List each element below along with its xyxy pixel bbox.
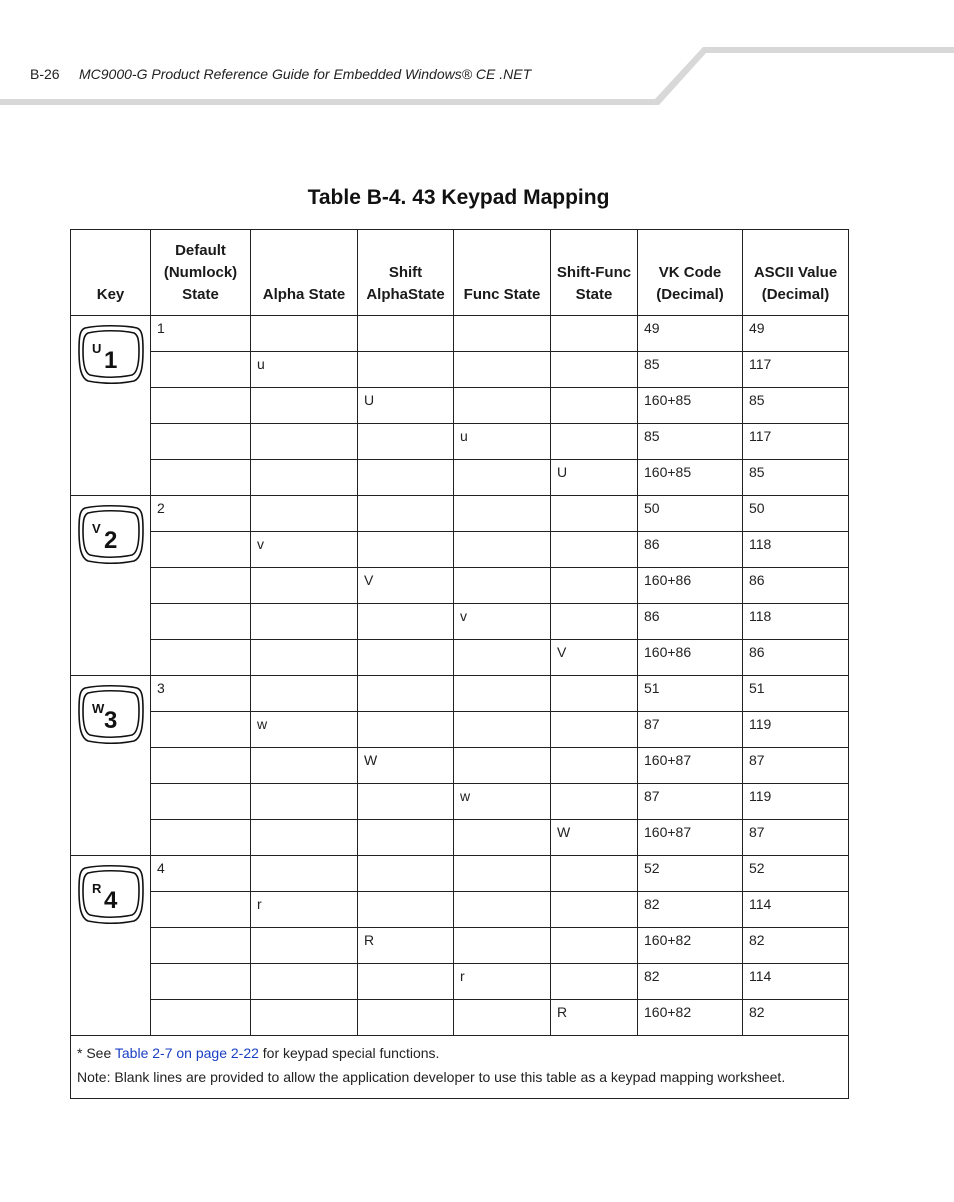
default-state-cell: 2: [151, 496, 251, 532]
keycap-letter: R: [92, 881, 102, 896]
vk-code-cell: 85: [638, 424, 743, 460]
default-state-cell: [151, 532, 251, 568]
default-state-cell: [151, 640, 251, 676]
keycap-letter: W: [92, 701, 105, 716]
vk-code-cell: 160+82: [638, 928, 743, 964]
table-row: [71, 496, 849, 532]
default-state-cell: [151, 352, 251, 388]
ascii-value-cell: 85: [743, 388, 849, 424]
ascii-value-cell: 82: [743, 928, 849, 964]
vk-code-cell: 160+85: [638, 388, 743, 424]
vk-code-cell: 160+86: [638, 568, 743, 604]
header-label: State: [182, 286, 219, 303]
shift-func-state-cell: [551, 604, 638, 640]
footnote-cell: [71, 1036, 849, 1099]
table-row: [71, 1000, 849, 1036]
alpha-state-cell: r: [251, 892, 358, 928]
default-state-cell: [151, 784, 251, 820]
table-row: [71, 640, 849, 676]
shift-func-state-cell: [551, 856, 638, 892]
header-label: AlphaState: [366, 286, 445, 303]
header-label: Shift-Func: [556, 264, 632, 281]
ascii-value-cell: 85: [743, 460, 849, 496]
func-state-cell: [454, 928, 551, 964]
ascii-value-cell: 82: [743, 1000, 849, 1036]
alpha-state-cell: [251, 388, 358, 424]
shift-func-state-cell: [551, 712, 638, 748]
alpha-state-cell: w: [251, 712, 358, 748]
vk-code-cell: 86: [638, 604, 743, 640]
func-state-cell: [454, 496, 551, 532]
keycap-digit: 1: [104, 347, 118, 374]
func-state-cell: r: [454, 964, 551, 1000]
default-state-cell: 1: [151, 316, 251, 352]
table-row: [71, 964, 849, 1000]
func-state-cell: [454, 316, 551, 352]
func-state-cell: w: [454, 784, 551, 820]
default-state-cell: [151, 712, 251, 748]
vk-code-cell: 160+87: [638, 820, 743, 856]
table-row: [71, 604, 849, 640]
shift-alphastate-cell: [358, 856, 454, 892]
table-row: [71, 928, 849, 964]
ascii-value-cell: 118: [743, 532, 849, 568]
key-cell: [71, 676, 151, 856]
vk-code-cell: 49: [638, 316, 743, 352]
shift-alphastate-cell: R: [358, 928, 454, 964]
shift-func-state-cell: [551, 784, 638, 820]
func-state-cell: [454, 1000, 551, 1036]
shift-func-state-cell: R: [551, 1000, 638, 1036]
alpha-state-cell: [251, 784, 358, 820]
col-alpha-state-header: [251, 230, 358, 316]
vk-code-cell: 86: [638, 532, 743, 568]
alpha-state-cell: [251, 964, 358, 1000]
func-state-cell: [454, 712, 551, 748]
func-state-cell: [454, 748, 551, 784]
shift-func-state-cell: [551, 352, 638, 388]
keycap-digit: 4: [104, 887, 118, 914]
shift-alphastate-cell: [358, 676, 454, 712]
vk-code-cell: 82: [638, 892, 743, 928]
key-cell: [71, 316, 151, 496]
shift-alphastate-cell: [358, 640, 454, 676]
default-state-cell: [151, 568, 251, 604]
keycap-v-2-icon: [71, 504, 150, 564]
header-label: State: [575, 286, 613, 303]
default-state-cell: [151, 1000, 251, 1036]
keycap-w-3-icon: [71, 684, 150, 744]
default-state-cell: [151, 604, 251, 640]
footnote-prefix: * See: [77, 1045, 115, 1061]
shift-alphastate-cell: [358, 820, 454, 856]
header-label: (Decimal): [761, 286, 830, 303]
func-state-cell: [454, 892, 551, 928]
ascii-value-cell: 119: [743, 784, 849, 820]
ascii-value-cell: 86: [743, 568, 849, 604]
alpha-state-cell: [251, 604, 358, 640]
key-cell: [71, 496, 151, 676]
shift-alphastate-cell: [358, 784, 454, 820]
ascii-value-cell: 114: [743, 964, 849, 1000]
alpha-state-cell: [251, 460, 358, 496]
page-number: B-26: [30, 66, 60, 82]
default-state-cell: [151, 964, 251, 1000]
alpha-state-cell: [251, 496, 358, 532]
header-label: (Numlock): [163, 264, 238, 281]
func-state-cell: [454, 352, 551, 388]
default-state-cell: [151, 892, 251, 928]
vk-code-cell: 160+87: [638, 748, 743, 784]
vk-code-cell: 51: [638, 676, 743, 712]
func-state-cell: [454, 460, 551, 496]
keycap-letter: V: [92, 521, 101, 536]
table-row: [71, 676, 849, 712]
vk-code-cell: 52: [638, 856, 743, 892]
book-title: MC9000-G Product Reference Guide for Embedded Windows® CE .NET: [79, 66, 532, 82]
table-row: [71, 352, 849, 388]
ascii-value-cell: 49: [743, 316, 849, 352]
header-label: Default: [175, 242, 226, 259]
alpha-state-cell: [251, 676, 358, 712]
shift-alphastate-cell: [358, 604, 454, 640]
table-row: [71, 856, 849, 892]
col-key-header: [71, 230, 151, 316]
header-label: Key: [96, 286, 125, 303]
ascii-value-cell: 119: [743, 712, 849, 748]
vk-code-cell: 160+86: [638, 640, 743, 676]
alpha-state-cell: [251, 568, 358, 604]
shift-func-state-cell: [551, 964, 638, 1000]
alpha-state-cell: v: [251, 532, 358, 568]
shift-alphastate-cell: [358, 316, 454, 352]
shift-alphastate-cell: [358, 532, 454, 568]
col-vk-code-header: [638, 230, 743, 316]
vk-code-cell: 85: [638, 352, 743, 388]
alpha-state-cell: [251, 928, 358, 964]
vk-code-cell: 82: [638, 964, 743, 1000]
shift-func-state-cell: [551, 496, 638, 532]
shift-alphastate-cell: [358, 424, 454, 460]
shift-func-state-cell: [551, 928, 638, 964]
header-label: (Decimal): [656, 286, 724, 303]
header-band: [0, 0, 954, 110]
vk-code-cell: 87: [638, 784, 743, 820]
func-state-cell: [454, 676, 551, 712]
vk-code-cell: 160+85: [638, 460, 743, 496]
func-state-cell: v: [454, 604, 551, 640]
keycap-digit: 2: [104, 527, 118, 554]
default-state-cell: [151, 424, 251, 460]
default-state-cell: [151, 820, 251, 856]
table-row: [71, 568, 849, 604]
keycap-r-4-icon: [71, 864, 150, 924]
shift-func-state-cell: [551, 532, 638, 568]
shift-alphastate-cell: [358, 496, 454, 532]
keycap-u-1-icon: [71, 324, 150, 384]
table-row: [71, 820, 849, 856]
func-state-cell: [454, 856, 551, 892]
shift-alphastate-cell: [358, 460, 454, 496]
ascii-value-cell: 50: [743, 496, 849, 532]
shift-func-state-cell: [551, 424, 638, 460]
func-state-cell: [454, 388, 551, 424]
shift-func-state-cell: [551, 676, 638, 712]
shift-alphastate-cell: [358, 892, 454, 928]
table-row: [71, 748, 849, 784]
ascii-value-cell: 86: [743, 640, 849, 676]
table-row: [71, 784, 849, 820]
shift-func-state-cell: [551, 892, 638, 928]
ascii-value-cell: 51: [743, 676, 849, 712]
header-label: Alpha State: [262, 286, 346, 303]
header-label: ASCII Value: [753, 264, 838, 281]
vk-code-cell: 87: [638, 712, 743, 748]
vk-code-cell: 160+82: [638, 1000, 743, 1036]
footnote-row: [71, 1036, 849, 1099]
table-row: [71, 712, 849, 748]
shift-alphastate-cell: W: [358, 748, 454, 784]
ascii-value-cell: 114: [743, 892, 849, 928]
header-label: VK Code: [658, 264, 722, 281]
table-row: [71, 892, 849, 928]
table-row: [71, 532, 849, 568]
table-row: [71, 316, 849, 352]
footnote-note: Note: Blank lines are provided to allow the application developer to use this table as a keypad mapping worksheet.: [77, 1069, 786, 1085]
func-state-cell: [454, 640, 551, 676]
header-label: Func State: [463, 286, 541, 303]
default-state-cell: [151, 388, 251, 424]
alpha-state-cell: [251, 820, 358, 856]
default-state-cell: 4: [151, 856, 251, 892]
default-state-cell: [151, 928, 251, 964]
alpha-state-cell: [251, 640, 358, 676]
footnote-see-line: [77, 1041, 842, 1065]
ascii-value-cell: 118: [743, 604, 849, 640]
shift-alphastate-cell: [358, 964, 454, 1000]
col-shift-func-state-header: [551, 230, 638, 316]
func-state-cell: [454, 532, 551, 568]
alpha-state-cell: [251, 856, 358, 892]
alpha-state-cell: [251, 316, 358, 352]
footnote-suffix: for keypad special functions.: [258, 1045, 440, 1061]
ascii-value-cell: 87: [743, 820, 849, 856]
shift-func-state-cell: U: [551, 460, 638, 496]
vk-code-cell: 50: [638, 496, 743, 532]
default-state-cell: 3: [151, 676, 251, 712]
shift-func-state-cell: [551, 568, 638, 604]
ascii-value-cell: 87: [743, 748, 849, 784]
shift-func-state-cell: [551, 316, 638, 352]
func-state-cell: u: [454, 424, 551, 460]
ascii-value-cell: 117: [743, 424, 849, 460]
ascii-value-cell: 117: [743, 352, 849, 388]
shift-func-state-cell: [551, 388, 638, 424]
shift-alphastate-cell: [358, 352, 454, 388]
alpha-state-cell: [251, 748, 358, 784]
ascii-value-cell: 52: [743, 856, 849, 892]
col-ascii-value-header: [743, 230, 849, 316]
col-shift-alphastate-header: [358, 230, 454, 316]
shift-func-state-cell: W: [551, 820, 638, 856]
table-row: [71, 424, 849, 460]
keycap-letter: U: [92, 341, 102, 356]
shift-func-state-cell: V: [551, 640, 638, 676]
keycap-digit: 3: [104, 707, 118, 734]
shift-alphastate-cell: V: [358, 568, 454, 604]
shift-func-state-cell: [551, 748, 638, 784]
func-state-cell: [454, 820, 551, 856]
header-row: [71, 230, 849, 316]
default-state-cell: [151, 748, 251, 784]
shift-alphastate-cell: U: [358, 388, 454, 424]
key-cell: [71, 856, 151, 1036]
col-func-state-header: [454, 230, 551, 316]
alpha-state-cell: [251, 424, 358, 460]
table-title: Table B-4. 43 Keypad Mapping: [307, 186, 610, 209]
shift-alphastate-cell: [358, 1000, 454, 1036]
table-2-7-link[interactable]: Table 2-7 on page 2-22: [114, 1045, 259, 1061]
table-row: [71, 460, 849, 496]
shift-alphastate-cell: [358, 712, 454, 748]
func-state-cell: [454, 568, 551, 604]
col-default-state-header: [151, 230, 251, 316]
alpha-state-cell: u: [251, 352, 358, 388]
default-state-cell: [151, 460, 251, 496]
alpha-state-cell: [251, 1000, 358, 1036]
table-row: [71, 388, 849, 424]
keypad-mapping-table: [70, 229, 849, 1099]
header-label: Shift: [388, 264, 423, 281]
